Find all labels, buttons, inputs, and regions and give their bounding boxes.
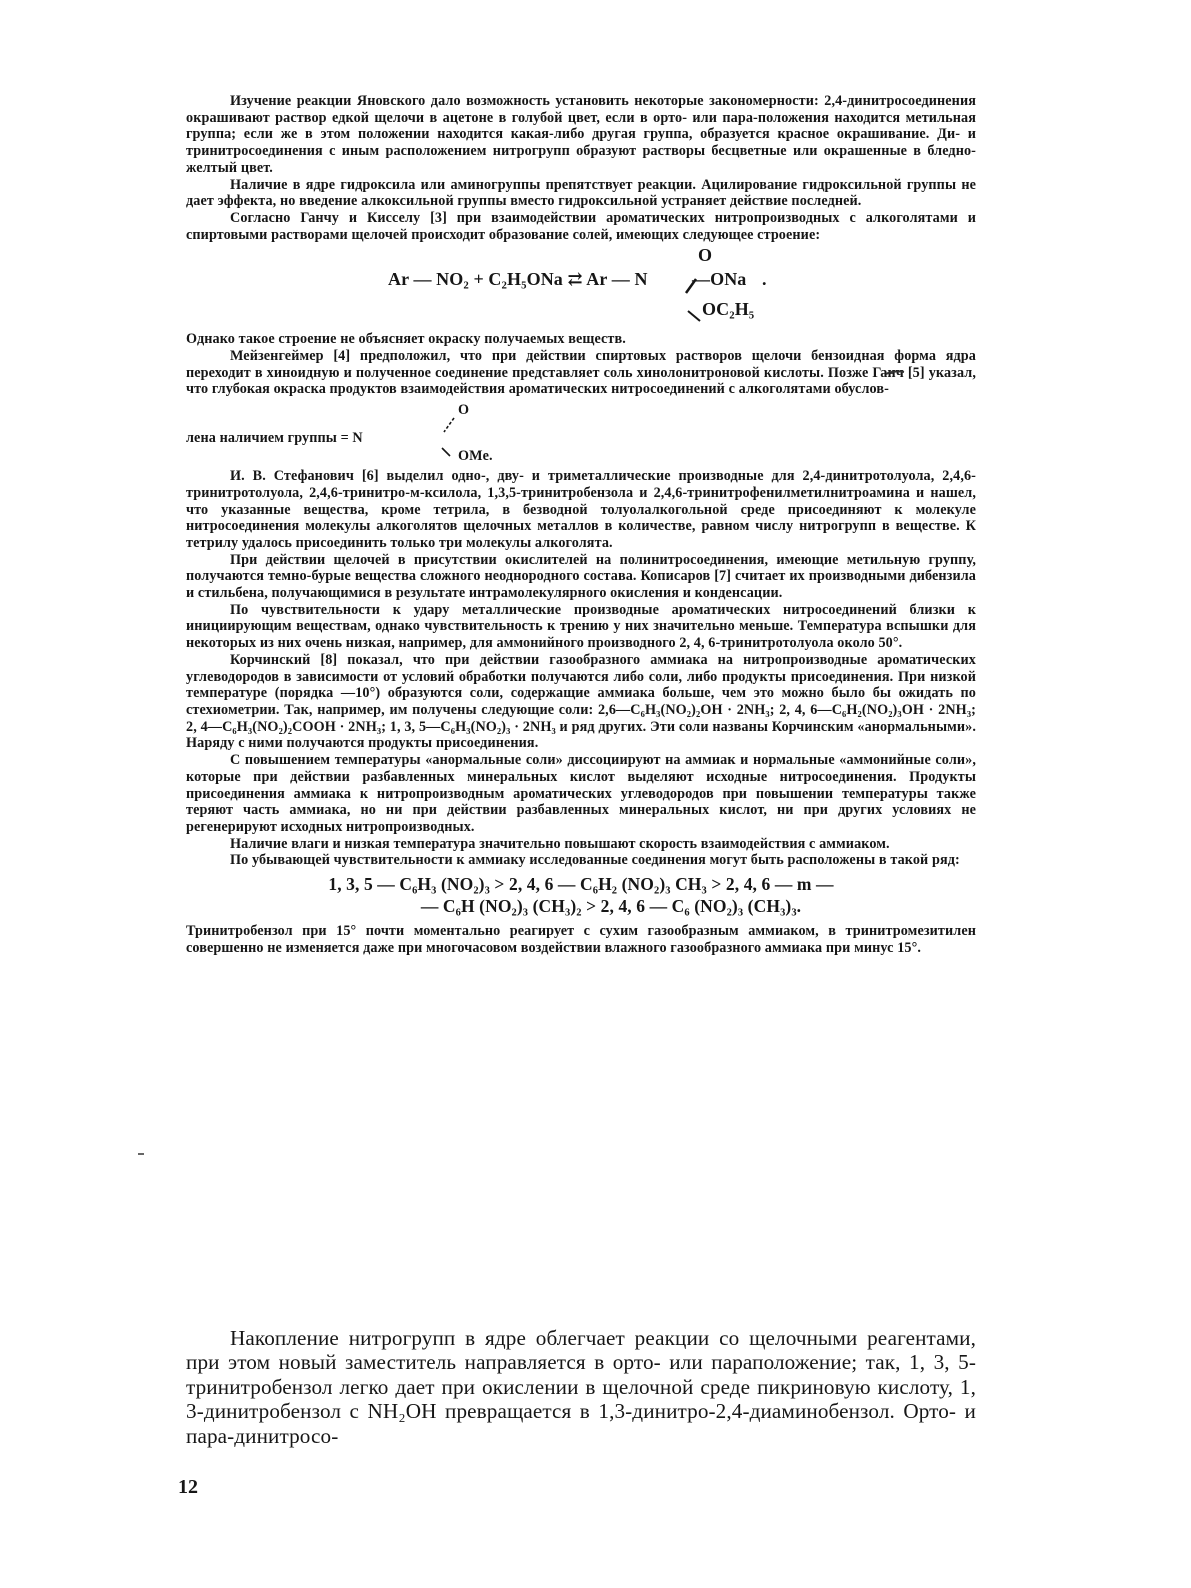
equation-line: 1, 3, 5 — C₆H₃ (NO₂)₃ > 2, 4, 6 — C₆H₂ (NO₂)₃ CH₃ > 2, 4, 6 — m —: [328, 874, 834, 895]
formula-hantzsch-salt: [186, 243, 976, 331]
paragraph: С повышением температуры «анормальные соли» диссоциируют на аммиак и нормальные «аммонийные соли», которые при действии разбавленных минеральных кислот выделяют исходные нитросоединения. Продукты присоединения аммиака к нитропроизводным ароматических углеводородов при повышении температуры также теряют часть аммиака, но ни при действии разбавленных минеральных кислот, ни при других условиях не регенерируют исходных нитропроизводных.: [186, 752, 976, 835]
formula-left: Ar — NO₂ + C₂H₅ONa ⇄ Ar — N: [388, 269, 648, 290]
paragraph: По убывающей чувствительности к аммиаку исследованные соединения могут быть расположены в такой ряд:: [230, 852, 960, 869]
paragraph: Однако такое строение не объясняет окраску получаемых веществ.: [186, 331, 626, 348]
paragraph: Наличие в ядре гидроксила или аминогруппы препятствует реакции. Ацилирование гидроксильной группы не дает эффекта, но введение алкоксильной группы вместо гидроксильной устраняет действие последней.: [186, 176, 976, 210]
formula-group-line: [186, 398, 976, 468]
paragraph: Тринитробензол при 15° почти моментально реагирует с сухим газообразным аммиаком, в тринитромезитилен совершенно не изменяется даже при многочасовом воздействии влажного газообразного аммиака при минус 15°.: [186, 923, 976, 956]
formula-bottom: OMe.: [458, 448, 493, 465]
formula-oxygen-top: O: [458, 402, 470, 419]
paragraph: Мейзенгеймер [4] предположил, что при действии спиртовых растворов щелочи бензоидная форма ядра переходит в хиноидную и полученное соединение представляет соль хинолонитроновой кислоты. Позже Ганч [5] указал, что глубокая окраска продуктов взаимодействия ароматических нитросоединений с алкоголятами обуслов-: [186, 348, 976, 398]
paragraph: По чувствительности к удару металлические производные ароматических нитросоединений близки к инициирующим веществам, однако чувствительность к трению у них значительно меньше. Температура вспышки для некоторых из них очень низкая, например, для аммонийного производного 2, 4, 6-тринитротолуола около 50°.: [186, 601, 976, 652]
paragraph: Корчинский [8] показал, что при действии газообразного аммиака на нитропроизводные ароматических углеводородов в зависимости от условий обработки получаются либо соли, либо продукты присоединения. При низкой температуре (порядка —10°) образуются соли, содержащие аммиака больше, чем это можно было бы ожидать по стехиометрии. Так, например, им получены следующие соли: 2,6—C₆H₃(NO₂)₂OH · 2NH₃; 2, 4, 6—C₆H₂(NO₂)₃OH · 2NH₃; 2, 4—C₆H₃(NO₂)₂COOH · 2NH₃; 1, 3, 5—C₆H₃(NO₂)₃ · 2NH₃ и ряд других. Эти соли названы Корчинским «анормальными». Наряду с ними получаются продукты присоединения.: [186, 651, 976, 752]
formula-dot: .: [762, 269, 767, 290]
paragraph: И. В. Стефанович [6] выделил одно-, дву- и триметаллические производные для 2,4-динитротолуола, 2,4,6-тринитротолуола, 2,4,6-тринитро-м-ксилола, 1,3,5-тринитробензола и 2,4,6-тринитрофенилметилнитроамина и нашел, что указанные вещества, кроме тетрила, в безводной толуолалкогольной среде присоединяют к молекуле нитросоединения молекулы алкоголятов щелочных металлов в количестве, равном числу нитрогрупп в веществе. К тетрилу удалось присоединить только три молекулы алкоголята.: [186, 468, 976, 551]
paragraph: лена наличием группы = N: [186, 430, 363, 447]
equation-line: — C₆H (NO₂)₃ (CH₃)₂ > 2, 4, 6 — C₆ (NO₂)₃ (CH₃)₃.: [420, 896, 802, 917]
scan-mark: [884, 368, 906, 378]
paragraph: Наличие влаги и низкая температура значительно повышают скорость взаимодействия с аммиаком.: [230, 835, 890, 852]
paragraph: При действии щелочей в присутствии окислителей на полинитросоединения, имеющие метильную группу, получаются темно-бурые вещества сложного неоднородного состава. Кописаров [7] считает их производными дибензила и стильбена, получающимися в результате интрамолекулярного окисления и конденсации.: [186, 551, 976, 602]
paragraph: Согласно Ганчу и Кисселу [3] при взаимодействии ароматических нитропроизводных с алкоголятами и спиртовыми растворами щелочей происходит образование солей, имеющих следующее строение:: [186, 209, 976, 243]
page-number: 12: [178, 1476, 198, 1498]
paragraph: Изучение реакции Яновского дало возможность установить некоторые закономерности: 2,4-динитросоединения окрашивают раствор едкой щелочи в ацетоне в голубой цвет, если в орто- или пара-положения находится метильная группа; если же в этом положении находится какая-либо другая группа, образуется красное окрашивание. Ди- и тринитросоединения с иным расположением нитрогрупп образуют растворы бесцветные или окрашенные в бледно-желтый цвет.: [186, 93, 976, 176]
bond-line: [442, 448, 450, 456]
main-text-large: [186, 1326, 976, 1448]
equation-series: [186, 873, 976, 917]
formula-right: —ONa: [692, 269, 747, 290]
bond-line: [688, 311, 700, 321]
main-text-small: [186, 93, 976, 956]
scan-mark: [136, 1150, 146, 1158]
bond-line: [444, 418, 454, 432]
formula-bottom: OC₂H₅: [702, 299, 755, 320]
formula-oxygen-top: O: [698, 245, 713, 266]
paragraph: Накопление нитрогрупп в ядре облегчает реакции со щелочными реагентами, при этом новый заместитель направляется в орто- или параположение; так, 1, 3, 5-тринитробензол легко дает при окислении в щелочной среде пикриновую кислоту, 1, 3-динитробензол с NH₂OH превращается в 1,3-динитро-2,4-диаминобензол. Орто- и пара-динитросо-: [186, 1326, 976, 1448]
